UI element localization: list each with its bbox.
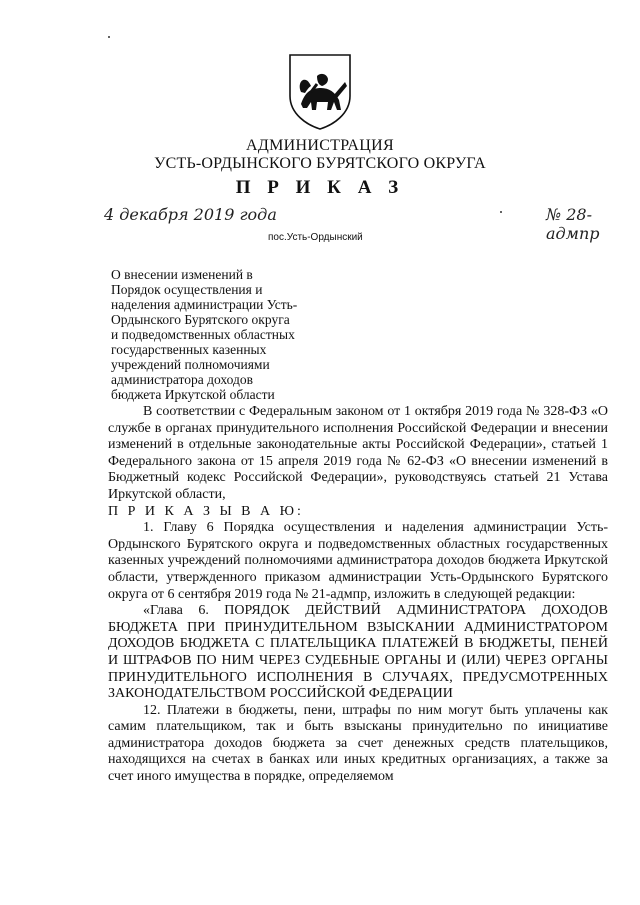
scan-speck bbox=[108, 36, 110, 38]
org-name-line1: АДМИНИСТРАЦИЯ bbox=[246, 137, 394, 154]
subject-block bbox=[111, 267, 317, 402]
org-name-line2: УСТЬ-ОРДЫНСКОГО БУРЯТСКОГО ОКРУГА bbox=[154, 155, 486, 172]
handwritten-number: № 28-адмпр bbox=[546, 205, 600, 243]
order-word: П Р И К А З Ы В А Ю: bbox=[108, 503, 304, 519]
item-12-paragraph: 12. Платежи в бюджеты, пени, штрафы по ним могут быть уплачены как самим плательщиком, так и быть взысканы принудительно по инициативе администратора доходов бюджета за счет денежных средств плательщиков, находящихся на счетах в банках или иных кредитных организациях, а также за счет иного имущества в порядке, определяемом bbox=[108, 702, 608, 785]
subject-line: бюджета Иркутской области bbox=[111, 387, 275, 402]
handwritten-date: 4 декабря 2019 года bbox=[104, 205, 277, 224]
scan-speck bbox=[500, 211, 502, 213]
chapter-heading: «Глава 6. ПОРЯДОК ДЕЙСТВИЙ АДМИНИСТРАТОРА ДОХОДОВ БЮДЖЕТА ПРИ ПРИНУДИТЕЛЬНОМ ВЗЫСКАНИИ АДМИНИСТРАТОРОМ ДОХОДОВ БЮДЖЕТА С ПЛАТЕЛЬЩИКА ПЛАТЕЖЕЙ В БЮДЖЕТЫ, ПЕНЕЙ И ШТРАФОВ ПО НИМ ЧЕРЕЗ СУДЕБНЫЕ ОРГАНЫ И (ИЛИ) ЧЕРЕЗ ОРГАНЫ ПРИНУДИТЕЛЬНОГО ИСПОЛНЕНИЯ В СЛУЧАЯХ, ПРЕДУСМОТРЕННЫХ ЗАКОНОДАТЕЛЬСТВОМ РОССИЙСКОЙ ФЕДЕРАЦИИ bbox=[108, 603, 608, 702]
place-of-issue: пос.Усть-Ордынский bbox=[268, 232, 363, 243]
item-1-paragraph: 1. Главу 6 Порядка осуществления и наделения администрации Усть-Ордынского Бурятского округа и подведомственных областных государственных казенных учреждений полномочиями администратора доходов бюджета Иркутской области, утвержденного приказом администрации Усть-Ордынского Бурятского округа от 6 сентября 2019 года № 21-адмпр, изложить в следующей редакции: bbox=[108, 520, 608, 602]
subject-line: Порядок осуществления и bbox=[111, 282, 263, 297]
document-type-title: П Р И К А З bbox=[235, 177, 405, 198]
subject-line: государственных казенных bbox=[111, 342, 267, 357]
subject-line: администратора доходов bbox=[111, 372, 253, 387]
subject-line: Ордынского Бурятского округа bbox=[111, 312, 290, 327]
subject-line: О внесении изменений в bbox=[111, 267, 253, 282]
irkutsk-coat-of-arms-icon bbox=[287, 52, 353, 130]
document-body bbox=[108, 404, 608, 786]
preamble-paragraph: В соответствии с Федеральным законом от 1 октября 2019 года № 328-ФЗ «О службе в органах принудительного исполнения Российской Федерации и внесении изменений в отдельные законодательные акты Российской Федерации», статьей 1 Федерального закона от 15 апреля 2019 года № 62-ФЗ «О внесении изменений в Бюджетный кодекс Российской Федерации», руководствуясь статьей 21 Устава Иркутской области, bbox=[108, 404, 608, 502]
subject-line: учреждений полномочиями bbox=[111, 357, 270, 372]
subject-line: наделения администрации Усть- bbox=[111, 297, 298, 312]
subject-line: и подведомственных областных bbox=[111, 327, 295, 342]
